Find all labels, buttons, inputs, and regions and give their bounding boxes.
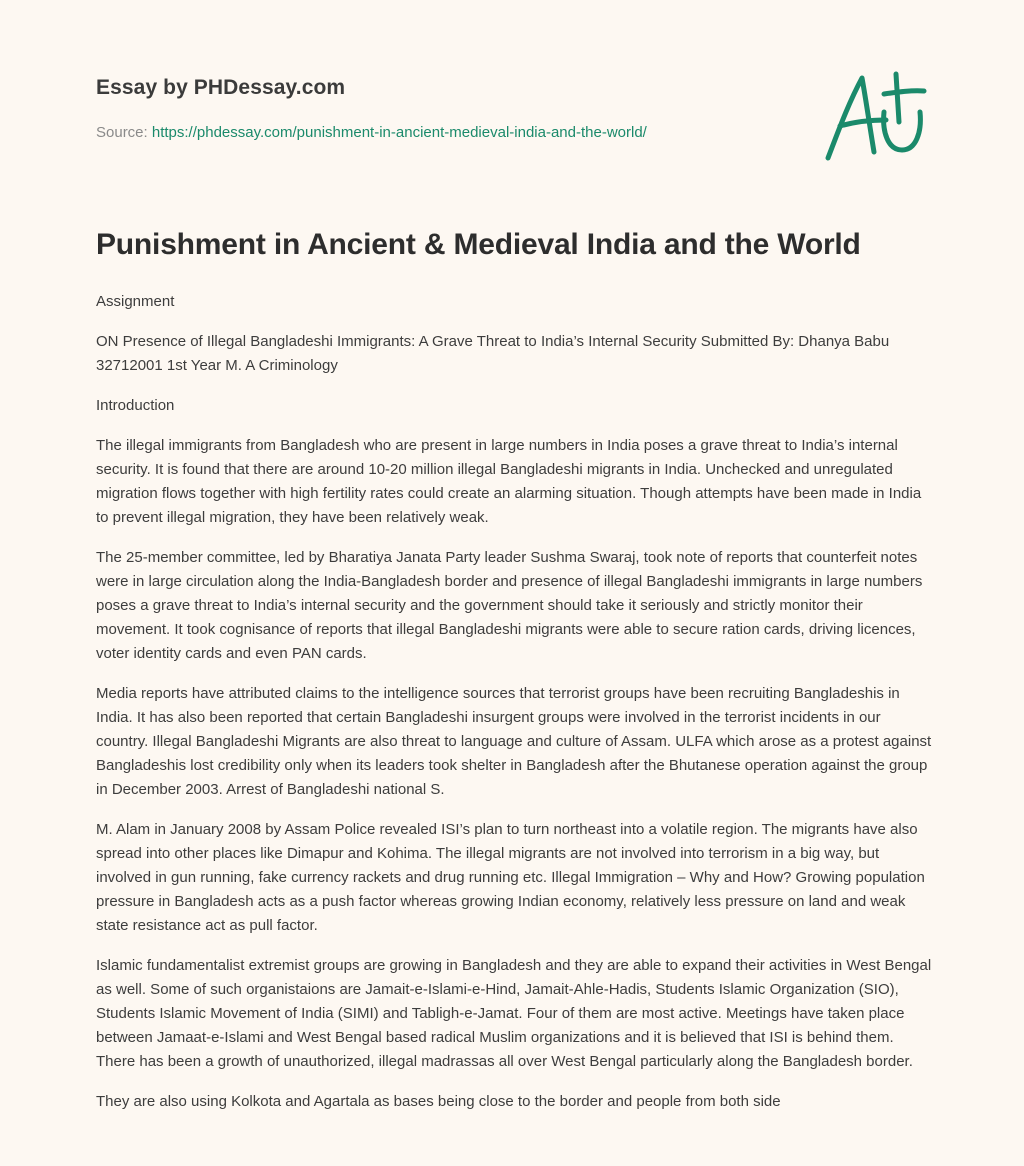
paragraph: Introduction bbox=[96, 397, 175, 414]
essay-content bbox=[96, 226, 934, 1130]
paragraph: They are also using Kolkota and Agartala as bases being close to the border and people from both side bbox=[96, 1093, 781, 1110]
paragraph: Media reports have attributed claims to the intelligence sources that terrorist groups have been recruiting Bangladeshis in India. It has also been reported that certain Bangladeshi insurgent groups were involved in the terrorist incidents in our country. Illegal Bangladeshi Migrants are also threat to language and culture of Assam. ULFA which arose as a protest against Bangladeshis lost credibility only when its leaders took shelter in Bangladesh after the Bhutanese operation against the group in December 2003. Arrest of Bangladeshi national S. bbox=[96, 685, 932, 798]
paragraph: The 25-member committee, led by Bharatiya Janata Party leader Sushma Swaraj, took note of reports that counterfeit notes were in large circulation along the India-Bangladesh border and presence of illegal Bangladeshi immigrants in large numbers poses a grave threat to India’s internal security and the government should take it seriously and strictly monitor their movement. It took cognisance of reports that illegal Bangladeshi migrants were able to secure ration cards, driving licences, voter identity cards and even PAN cards. bbox=[96, 549, 923, 662]
paragraph: The illegal immigrants from Bangladesh who are present in large numbers in India poses a grave threat to India’s internal security. It is found that there are around 10-20 million illegal Bangladeshi migrants in India. Unchecked and unregulated migration flows together with high fertility rates could create an alarming situation. Though attempts have been made in India to prevent illegal migration, they have been relatively weak. bbox=[96, 437, 922, 526]
essay-title: Punishment in Ancient & Medieval India and the World bbox=[96, 228, 861, 261]
source-line bbox=[96, 124, 647, 141]
source-label: Source: bbox=[96, 124, 152, 141]
a-plus-logo bbox=[824, 70, 928, 164]
paragraph: Islamic fundamentalist extremist groups are growing in Bangladesh and they are able to expand their activities in West Bengal as well. Some of such organistaions are Jamait-e-Islami-e-Hind, Jamait-Ahle-Hadis, Students Islamic Organization (SIO), Students Islamic Movement of India (SIMI) and Tabligh-e-Jamat. Four of them are most active. Meetings have taken place between Jamaat-e-Islami and West Bengal based radical Muslim organizations and it is believed that ISI is behind them. There has been a growth of unauthorized, illegal madrassas all over West Bengal particularly along the Bangladesh border. bbox=[96, 957, 932, 1070]
site-title: Essay by PHDessay.com bbox=[96, 76, 346, 99]
paragraph: M. Alam in January 2008 by Assam Police revealed ISI’s plan to turn northeast into a volatile region. The migrants have also spread into other places like Dimapur and Kohima. The illegal migrants are not involved into terrorism in a big way, but involved in gun running, fake currency rackets and drug running etc. Illegal Immigration – Why and How? Growing population pressure in Bangladesh acts as a push factor whereas growing Indian economy, relatively less pressure on land and weak state resistance act as pull factor. bbox=[96, 821, 925, 934]
paragraph: ON Presence of Illegal Bangladeshi Immigrants: A Grave Threat to India’s Internal Security Submitted By: Dhanya Babu 32712001 1st Year M. A Criminology bbox=[96, 333, 890, 374]
page-header bbox=[96, 0, 928, 180]
paragraph: Assignment bbox=[96, 293, 175, 310]
source-link[interactable]: https://phdessay.com/punishment-in-ancient-medieval-india-and-the-world/ bbox=[151, 124, 647, 141]
